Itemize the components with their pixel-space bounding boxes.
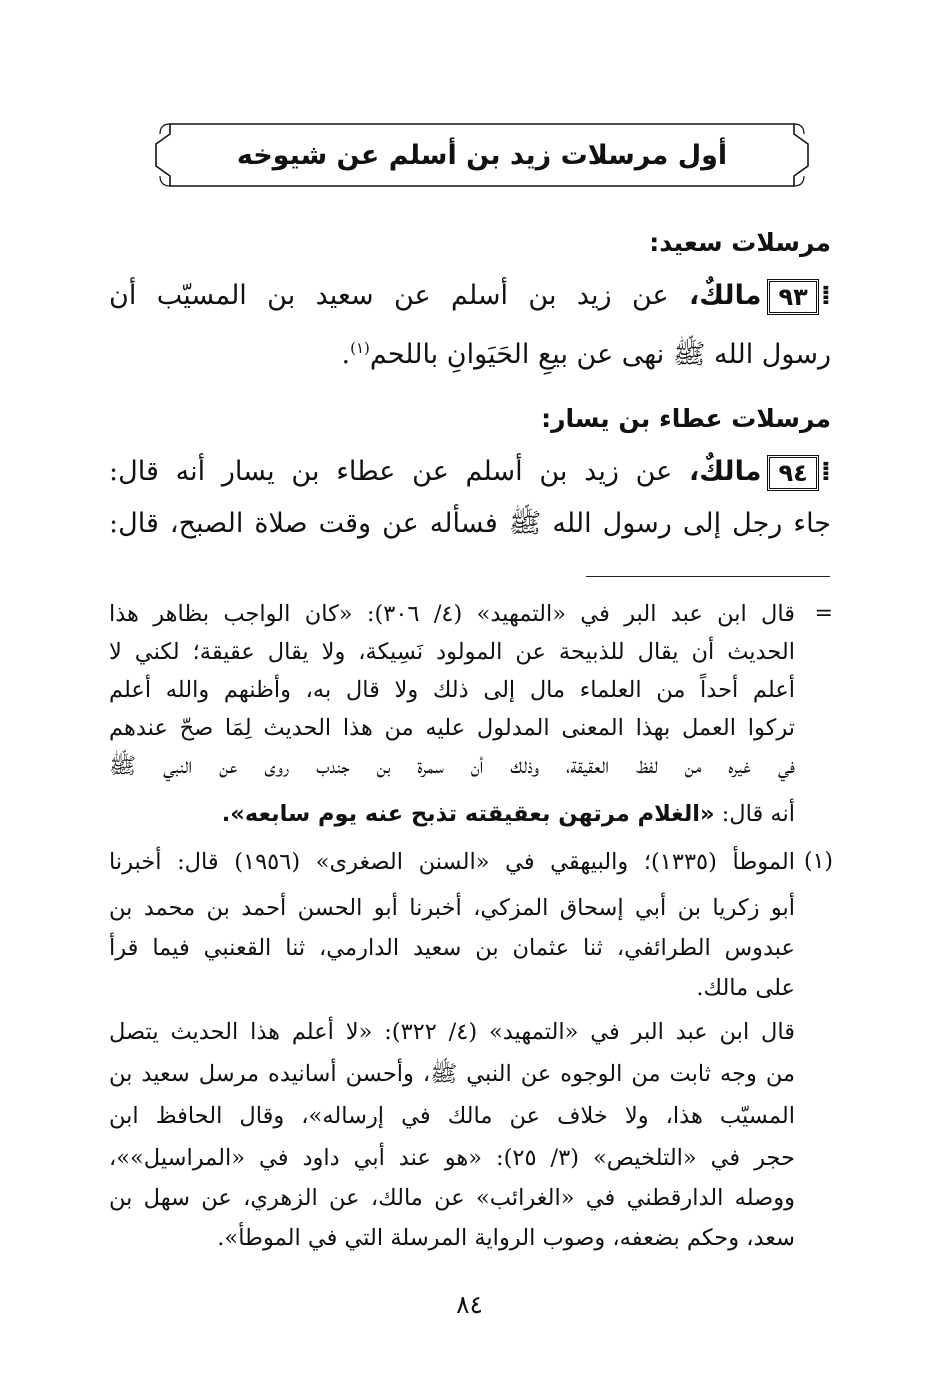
footnote-line: على مالك. — [696, 975, 795, 1001]
footnote-line — [109, 796, 795, 832]
hadith-text: جاء رجل إلى رسول الله ﷺ فسأله عن وقت صلاة الصبح، قال: — [109, 508, 831, 539]
hadith-text-end: . — [341, 339, 351, 370]
narrator-name: مالكٌ، — [689, 280, 762, 311]
hadith-93-line-1 — [109, 276, 831, 316]
footnote-line: قال ابن عبد البر في «التمهيد» (٤/ ٣٠٦): «كان الواجب بظاهر هذا — [109, 601, 796, 627]
hadith-94-line-1 — [109, 452, 831, 492]
footnote-line: أعلم أحداً من العلماء مال إلى ذلك ولا قال به، وأظنهم والله أعلم — [109, 677, 795, 703]
hadith-94-line-2 — [109, 504, 831, 544]
hadith-number-94: ٩٤ — [767, 455, 818, 491]
footnote-line: المسيّب هذا، ولا خلاف عن مالك في إرساله»، وقال الحافظ ابن — [109, 1103, 795, 1129]
hadith-marker-icon: ⁞ — [820, 280, 831, 311]
footnote-line: في غيره من لفظ العقيقة، وذلك أن سمرة بن جندب روى عن النبي ﷺ — [109, 753, 795, 779]
chapter-title: أول مرسلات زيد بن أسلم عن شيوخه — [236, 139, 728, 171]
section-heading-ata: مرسلات عطاء بن يسار: — [541, 404, 831, 433]
footnote-line: حجر في «التلخيص» (٣/ ٢٥): «هو عند أبي داود في «المراسيل»»، — [109, 1145, 795, 1171]
page-number: ٨٤ — [456, 1290, 483, 1319]
footnote-line: عبدوس الطرائفي، ثنا عثمان بن سعيد الدارمي، ثنا القعنبي فيما قرأ — [109, 935, 795, 961]
footnote-line: تركوا العمل بهذا المعنى المدلول عليه من هذا الحديث لِمَا صحّ عندهم — [109, 715, 795, 741]
footnote-line: ووصله الدارقطني في «الغرائب» عن مالك، عن الزهري، عن سهل بن — [109, 1185, 795, 1211]
footnote-continuation-marker: = — [814, 601, 833, 626]
section-heading-said: مرسلات سعيد: — [649, 228, 831, 257]
hadith-text: رسول الله ﷺ نهى عن بيعِ الحَيَوانِ باللحم — [369, 339, 831, 370]
hadith-text: عن زيد بن أسلم عن عطاء بن يسار أنه قال: — [109, 456, 673, 487]
footnote-text: أنه قال: — [721, 801, 795, 827]
chapter-title-banner — [154, 122, 810, 188]
footnote-line: أبو زكريا بن أبي إسحاق المزكي، أخبرنا أبو الحسن أحمد بن محمد بن — [109, 895, 795, 921]
narrator-name: مالكٌ، — [689, 456, 762, 487]
footnote-line: من وجه ثابت من الوجوه عن النبي ﷺ، وأحسن أسانيده مرسل سعيد بن — [109, 1061, 795, 1087]
hadith-text: عن زيد بن أسلم عن سعيد بن المسيّب أن — [109, 280, 669, 311]
footnote-line: قال ابن عبد البر في «التمهيد» (٤/ ٣٢٢): «لا أعلم هذا الحديث يتصل — [109, 1019, 795, 1045]
footnote-line: سعد، وحكم بضعفه، وصوب الرواية المرسلة التي في الموطأ». — [217, 1225, 795, 1251]
hadith-number-93: ٩٣ — [767, 279, 818, 315]
footnote-line: الموطأ (١٣٣٥)؛ والبيهقي في «السنن الصغرى» (١٩٥٦) قال: أخبرنا — [109, 849, 796, 875]
footnote-bold-quote: «الغلام مرتهن بعقيقته تذبح عنه يوم سابعه». — [221, 801, 715, 827]
hadith-93-line-2 — [109, 328, 831, 375]
footnote-1-marker: (١) — [803, 849, 833, 874]
footnote-ref: (١) — [350, 339, 370, 357]
footnote-separator — [586, 576, 830, 577]
footnote-line: الحديث أن يقال للذبيحة عن المولود نَسِيكة، ولا يقال عقيقة؛ لكني لا — [109, 639, 795, 665]
hadith-marker-icon: ⁞ — [820, 456, 831, 487]
